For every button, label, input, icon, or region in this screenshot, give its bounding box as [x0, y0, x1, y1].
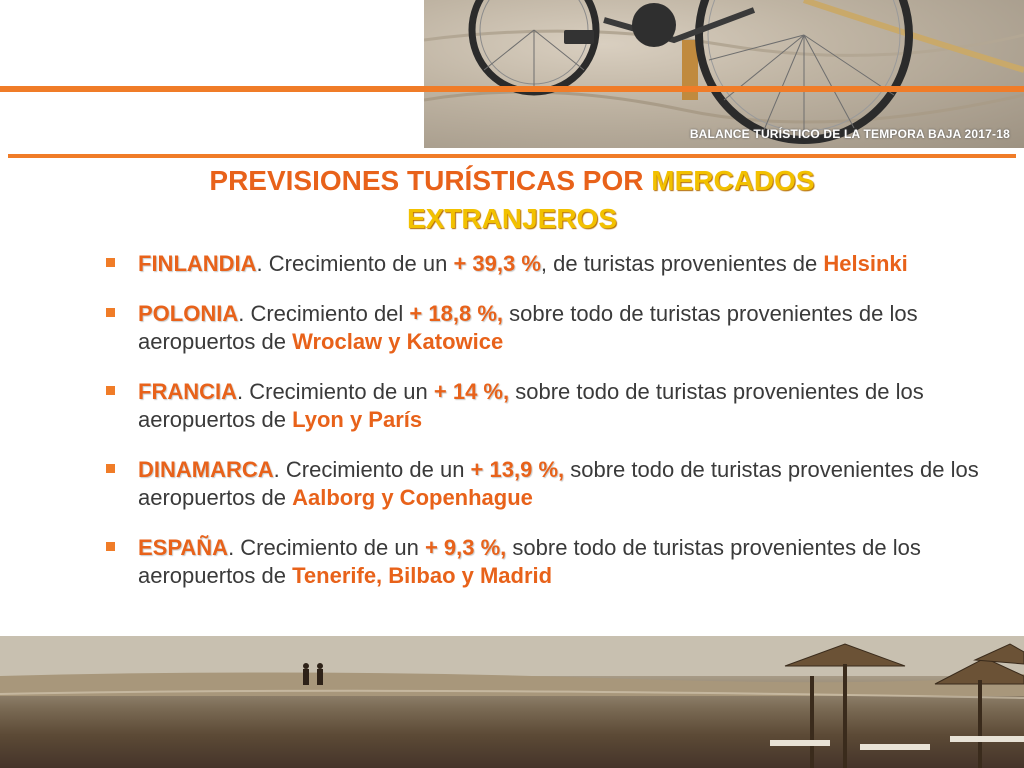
growth-text: Crecimiento de un	[268, 251, 454, 276]
growth-text: Crecimiento de un	[249, 379, 434, 404]
country-name: FINLANDIA	[138, 251, 257, 276]
bullet-square-icon	[106, 464, 115, 473]
origin-text: , de turistas provenientes de	[540, 251, 824, 276]
list-item-espana	[106, 534, 986, 590]
top-accent-line	[0, 86, 1024, 92]
bullet-square-icon	[106, 542, 115, 551]
slide-title	[0, 162, 1024, 238]
separator: .	[273, 457, 286, 482]
bullet-square-icon	[106, 308, 115, 317]
origin-text: sobre todo de turistas provenientes de los aeropuertos de	[138, 301, 918, 354]
country-name: POLONIA	[138, 301, 239, 326]
origin-places: Wroclaw y Katowice	[292, 329, 504, 354]
country-name: FRANCIA	[138, 379, 237, 404]
origin-places: Tenerife, Bilbao y Madrid	[292, 563, 553, 588]
separator: .	[238, 301, 251, 326]
header-caption: BALANCE TURÍSTICO DE LA TEMPORA BAJA 2017-18	[689, 127, 1010, 141]
beach-photo	[0, 636, 1024, 768]
list-item-dinamarca	[106, 456, 986, 512]
origin-places: Aalborg y Copenhague	[292, 485, 533, 510]
bicycle-sand-photo	[424, 0, 1024, 148]
separator: .	[228, 535, 241, 560]
separator: .	[256, 251, 269, 276]
growth-percentage: + 14 %,	[433, 379, 510, 404]
title-text: PREVISIONES TURÍSTICAS POR	[209, 165, 652, 196]
origin-places: Helsinki	[823, 251, 908, 276]
growth-percentage: + 9,3 %,	[424, 535, 507, 560]
list-item-finlandia	[106, 250, 986, 278]
growth-text: Crecimiento de un	[285, 457, 471, 482]
origin-text: sobre todo de turistas provenientes de los aeropuertos de	[138, 379, 924, 432]
country-name: ESPAÑA	[138, 535, 229, 560]
list-item-francia	[106, 378, 986, 434]
growth-text: Crecimiento de un	[240, 535, 425, 560]
beach-illustration	[0, 636, 1024, 768]
title-highlight-extranjeros: EXTRANJEROS	[406, 203, 618, 234]
bullet-square-icon	[106, 386, 115, 395]
origin-text: sobre todo de turistas provenientes de los aeropuertos de	[138, 535, 921, 588]
title-divider-line	[8, 154, 1016, 158]
bicycle-illustration	[424, 0, 1024, 148]
bullet-square-icon	[106, 258, 115, 267]
growth-percentage: + 39,3 %	[453, 251, 541, 276]
growth-percentage: + 13,9 %,	[470, 457, 565, 482]
country-name: DINAMARCA	[138, 457, 274, 482]
origin-text: sobre todo de turistas provenientes de los aeropuertos de	[138, 457, 979, 510]
growth-text: Crecimiento del	[250, 301, 410, 326]
growth-percentage: + 18,8 %,	[409, 301, 503, 326]
list-item-polonia	[106, 300, 986, 356]
title-highlight-mercados: MERCADOS	[651, 165, 815, 196]
separator: .	[237, 379, 250, 404]
market-list	[106, 250, 986, 612]
origin-places: Lyon y París	[292, 407, 423, 432]
